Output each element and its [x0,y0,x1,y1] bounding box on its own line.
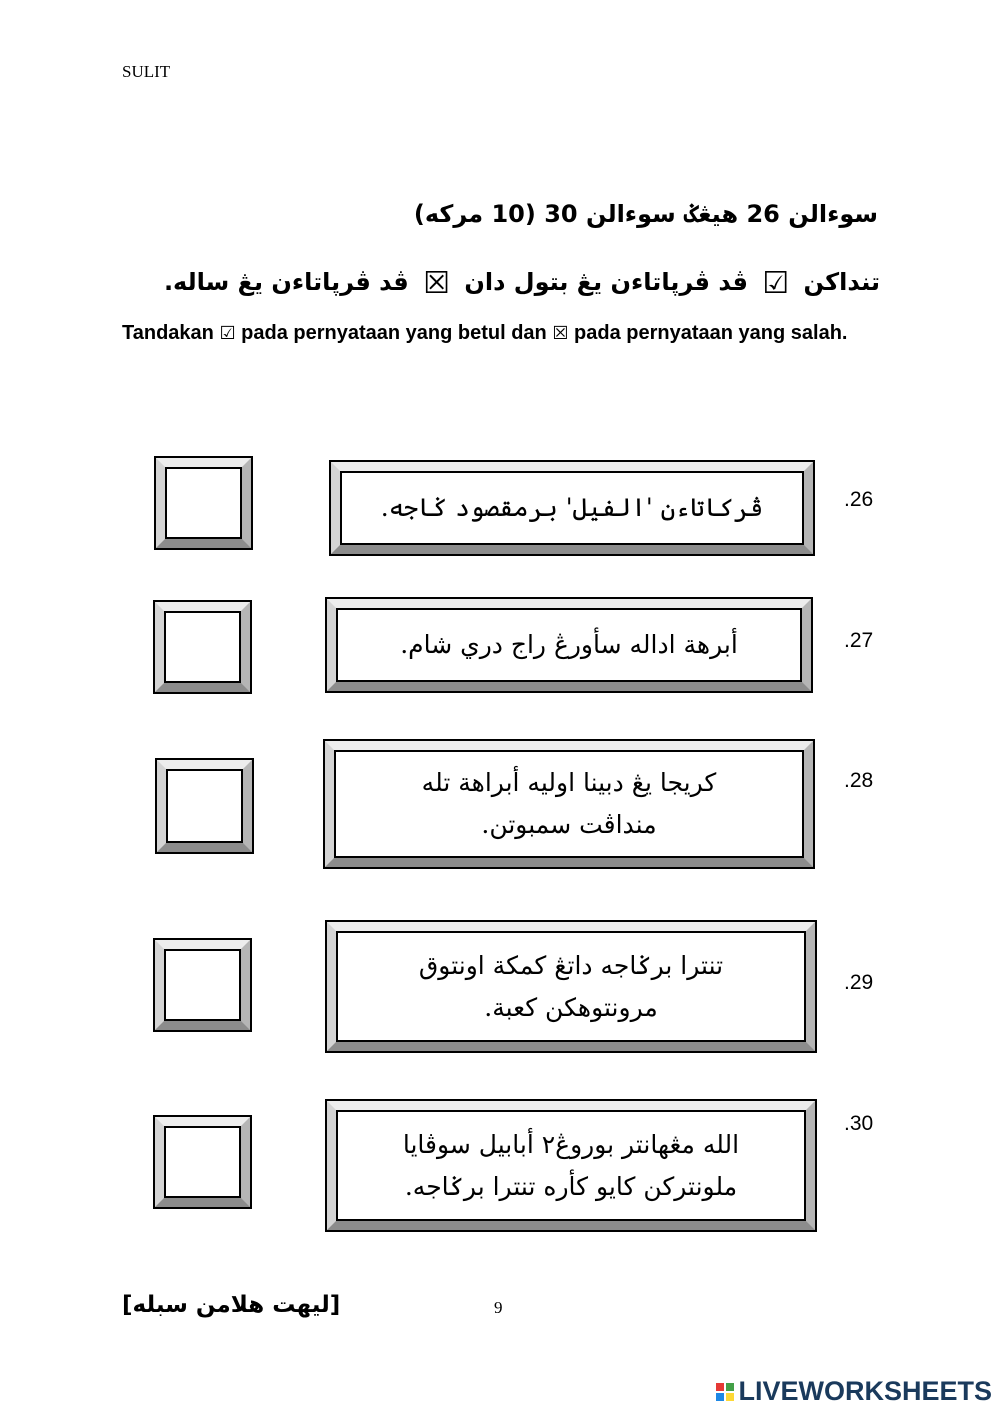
statement-text-28: كريجا يڠ دبينا اوليه أبراهة تله منداڤت سمبوتن. [421,768,717,839]
instruction-rumi [122,320,862,347]
turn-page-note: [ليهت هلامن سبله] [122,1292,341,1318]
answer-box-28[interactable] [156,759,253,853]
header-classification: SULIT [122,62,171,81]
statement-frame-26 [330,461,814,555]
check-box-icon: ☑ [762,266,790,301]
instruction-rumi-part2: pada pernyataan yang betul dan [241,322,547,344]
answer-box-30[interactable] [154,1116,251,1208]
liveworksheets-wordmark: LIVEWORKSHEETS [738,1376,992,1406]
cross-box-icon: ☒ [552,323,569,343]
section-title: سوءالن 26 هيڠݢ سوءالن 30 (10 مركه) [413,200,878,228]
statement-text-30: الله مڠهانتر بوروڠ٢ أبابيل سوڤايا ملونتركن كايو كأره تنترا برݢاجه. [402,1129,740,1201]
answer-box-29[interactable] [154,939,251,1031]
statement-text-26: ڤركاتاءن 'الفيل' برمقصود ݢاجه. [380,493,764,522]
question-number-28: .28 [844,769,874,792]
check-box-icon: ☑ [219,323,236,343]
page-number: 9 [494,1298,503,1317]
statement-frame-27 [326,598,812,692]
instruction-jawi-part3: ڤد ڤرپاتاءن يڠ ساله. [163,268,409,296]
statement-text-29: تنترا برݢاجه داتڠ كمكة اونتوق مرونتوهكن كعبة. [418,950,724,1022]
instruction-rumi-part1: Tandakan [122,322,214,344]
question-number-27: .27 [844,629,874,652]
answer-box-27[interactable] [154,601,251,693]
question-number-26: .26 [844,488,874,511]
statement-text-27: أبرهة اداله سأورڠ راج دري شام. [400,630,738,659]
liveworksheets-logo [716,1376,992,1407]
instruction-rumi-part3: pada pernyataan yang salah. [574,322,848,344]
question-number-29: .29 [844,971,874,994]
statement-frame-29 [326,921,816,1052]
liveworksheets-mark-icon [716,1383,734,1401]
instruction-jawi [164,266,880,301]
question-number-30: .30 [844,1112,874,1135]
instruction-jawi-part2: ڤد ڤرپاتاءن يڠ بتول دان [464,268,748,296]
instruction-jawi-part1: تنداكن [803,268,880,296]
answer-box-26[interactable] [155,457,252,549]
cross-box-icon: ☒ [423,266,450,301]
statement-frame-28 [324,740,814,868]
statement-frame-30 [326,1100,816,1231]
